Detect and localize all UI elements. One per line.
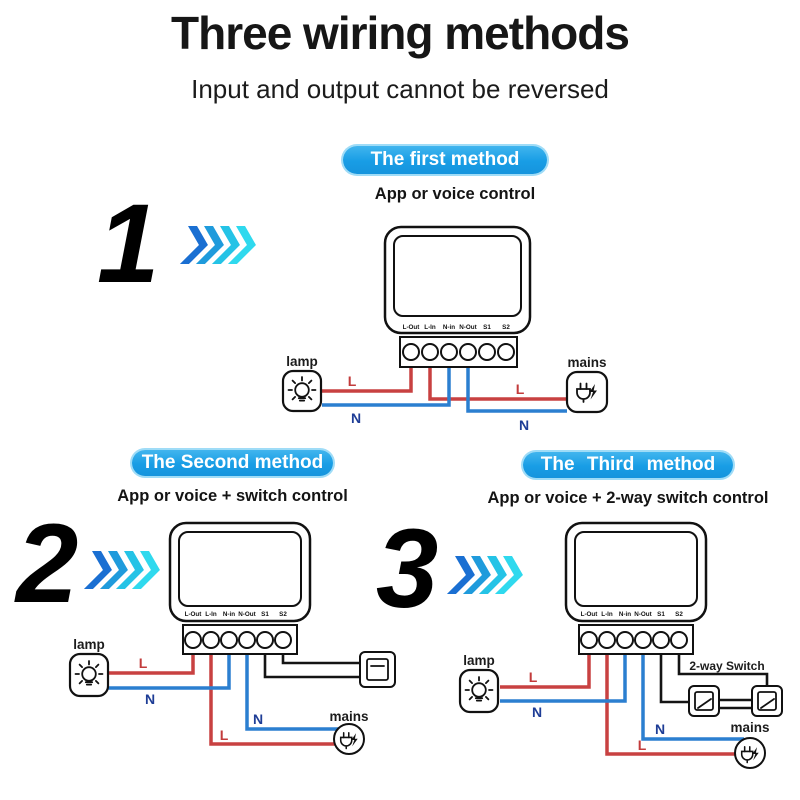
method-1-number: 1: [97, 181, 160, 306]
terminal-label: L-Out: [580, 611, 598, 618]
terminal-label: S1: [483, 324, 491, 331]
terminal-label: L-Out: [402, 324, 420, 331]
line-label: L: [637, 737, 647, 753]
chevron-arrows-icon: [84, 551, 164, 589]
method-1-pill: The first method: [343, 146, 547, 174]
wall-switch-icon: [360, 652, 395, 687]
wire-lamp-line-2: [108, 640, 193, 673]
terminal-label: N-in: [618, 611, 632, 618]
chevron-arrows-icon: [447, 556, 527, 594]
terminal-label: L-In: [601, 611, 613, 618]
neutral-label: N: [252, 711, 264, 727]
method-3-subtitle: App or voice + 2-way switch control: [487, 489, 769, 507]
two-way-switch-label: 2-way Switch: [689, 659, 765, 673]
line-label: L: [515, 381, 525, 397]
terminal-label: S2: [502, 324, 510, 331]
terminal-label: N-in: [442, 324, 456, 331]
lamp-label: lamp: [463, 653, 495, 668]
terminal-label: L-In: [424, 324, 436, 331]
wire-lamp-line-3: [500, 640, 589, 687]
lamp-icon: [70, 637, 108, 696]
terminal-label: S2: [675, 611, 683, 618]
terminal-label: N-Out: [238, 611, 256, 618]
mains-label: mains: [567, 355, 607, 370]
mains-icon: [329, 709, 368, 754]
wire-switch-link-3: [719, 700, 752, 708]
wire-lamp-line-1: [322, 352, 411, 391]
terminal-label: N-Out: [459, 324, 477, 331]
two-way-switch-icon-right: [752, 686, 782, 716]
method-3-pill: The Third method: [523, 452, 733, 478]
neutral-label: N: [654, 721, 666, 737]
mains-icon: [730, 720, 769, 768]
method-3-number: 3: [376, 506, 439, 631]
method-1-diagram: [283, 227, 607, 433]
terminal-label: S1: [657, 611, 665, 618]
mains-icon: [567, 355, 607, 412]
page-title: Three wiring methods: [171, 7, 629, 59]
smart-switch-device-2: [170, 523, 310, 654]
terminal-label: S2: [279, 611, 287, 618]
smart-switch-device-3: [566, 523, 706, 654]
lamp-icon: [460, 653, 498, 712]
terminal-label: N-in: [222, 611, 236, 618]
neutral-label: N: [531, 704, 543, 720]
mains-label: mains: [730, 720, 770, 735]
neutral-label: N: [144, 691, 156, 707]
lamp-label: lamp: [73, 637, 105, 652]
method-2-number: 2: [16, 501, 79, 626]
method-2-pill: The Second method: [132, 450, 333, 476]
page-subtitle: Input and output cannot be reversed: [191, 74, 609, 104]
terminal-label: N-Out: [634, 611, 652, 618]
neutral-label: N: [350, 410, 362, 426]
line-label: L: [528, 669, 538, 685]
method-2-subtitle: App or voice + switch control: [117, 487, 348, 505]
method-1-subtitle: App or voice control: [374, 185, 536, 203]
terminal-label: S1: [261, 611, 269, 618]
line-label: L: [347, 373, 357, 389]
line-label: L: [138, 655, 148, 671]
lamp-label: lamp: [286, 354, 318, 369]
line-label: L: [219, 727, 229, 743]
neutral-label: N: [518, 417, 530, 433]
terminal-label: L-Out: [184, 611, 202, 618]
mains-label: mains: [329, 709, 369, 724]
chevron-arrows-icon: [180, 226, 260, 264]
lamp-icon: [283, 354, 321, 411]
two-way-switch-icon-left: [689, 686, 719, 716]
smart-switch-device-1: [385, 227, 530, 367]
terminal-label: L-In: [205, 611, 217, 618]
